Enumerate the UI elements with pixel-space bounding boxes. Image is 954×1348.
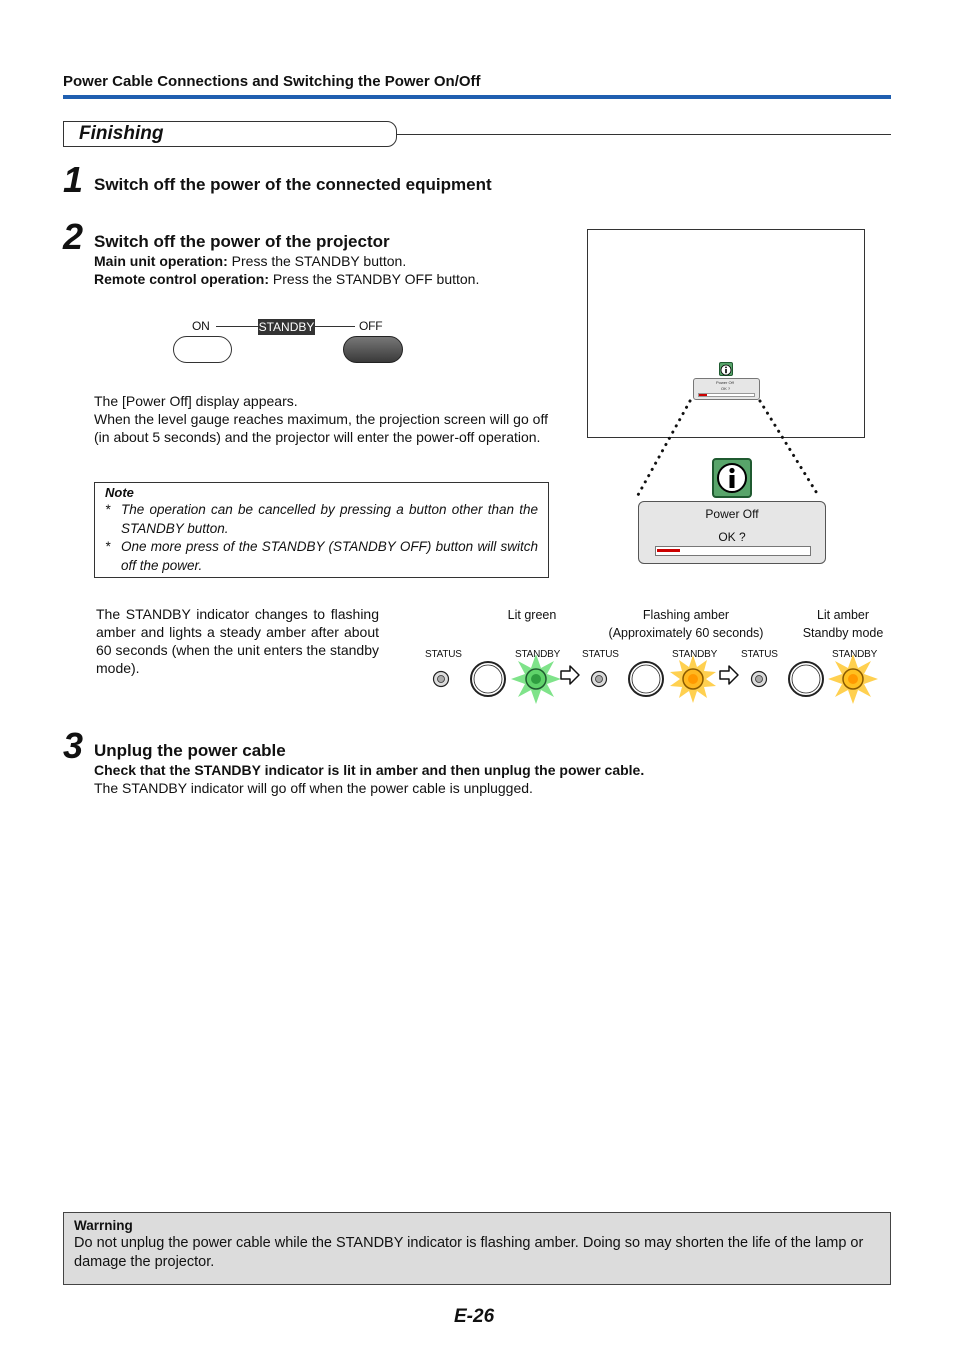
step-3-title: Unplug the power cable: [94, 741, 286, 760]
step-2-title: Switch off the power of the projector: [94, 232, 390, 251]
power-off-description: When the level gauge reaches maximum, the projection screen will go off (in about 5 seconds) and the projector will enter the power-off operation.: [94, 411, 548, 445]
remote-control-text: Press the STANDBY OFF button.: [269, 271, 480, 287]
note-item: [105, 538, 538, 575]
standby-indicator-lit-green: [511, 655, 561, 704]
step-1-number: 1: [63, 159, 84, 200]
status-label: STATUS: [582, 649, 619, 660]
standby-indicator-lit-amber: [828, 655, 878, 704]
mini-dialog-prompt: OK ?: [721, 386, 731, 391]
indicator-description: The STANDBY indicator changes to flashing amber and lights a steady amber after about 60 seconds (when the unit enters the standby mode).: [96, 606, 379, 676]
remote-line-right: [315, 326, 355, 327]
page-number: E-26: [454, 1306, 495, 1327]
note-text: One more press of the STANDBY (STANDBY OFF) button will switch off the power.: [121, 539, 538, 573]
arrow-right-icon: [720, 666, 738, 684]
status-indicator: [752, 672, 767, 687]
indicator-sequence: [420, 655, 890, 707]
remote-on-button[interactable]: [173, 336, 232, 363]
warning-text: Do not unplug the power cable while the STANDBY indicator is flashing amber. Doing so may shorten the life of the lamp or damage the projector.: [74, 1235, 864, 1270]
status-indicator: [434, 672, 449, 687]
note-text: The operation can be cancelled by pressing a button other than the STANDBY button.: [121, 502, 538, 536]
step-1-title: Switch off the power of the connected equipment: [94, 175, 492, 194]
standby-label: STANDBY: [672, 649, 718, 660]
mini-level-gauge-fill: [699, 394, 707, 396]
remote-control-operation: [94, 270, 479, 288]
standby-indicator-flashing-amber: [670, 655, 716, 703]
display-appears-text: The [Power Off] display appears.: [94, 393, 298, 409]
state-3-caption: Lit amber: [816, 608, 870, 622]
remote-standby-label: STANDBY: [258, 320, 315, 334]
dialog-prompt: OK ?: [718, 530, 746, 544]
step-3-text: The STANDBY indicator will go off when the power cable is unplugged.: [94, 780, 533, 796]
state-2-caption: Flashing amber: [642, 608, 730, 622]
standby-button: [789, 662, 823, 696]
warning-box: [63, 1212, 891, 1285]
info-icon-small: [719, 362, 733, 376]
main-unit-label: Main unit operation:: [94, 253, 228, 269]
note-bullet: *: [105, 539, 111, 554]
mini-dialog-title: Power Off: [716, 380, 734, 385]
remote-standby-off-button[interactable]: [343, 336, 403, 363]
note-box: [94, 482, 549, 578]
state-1-caption: Lit green: [507, 608, 557, 622]
section-title: Finishing: [79, 123, 164, 144]
note-title: Note: [105, 485, 134, 500]
level-gauge-fill: [657, 549, 680, 552]
warning-title: Warrning: [74, 1218, 133, 1233]
arrow-right-icon: [561, 666, 579, 684]
standby-button: [629, 662, 663, 696]
state-2-subcaption: (Approximately 60 seconds): [608, 626, 764, 640]
state-3-subcaption: Standby mode: [802, 626, 884, 640]
info-icon: [712, 458, 752, 498]
remote-control-label: Remote control operation:: [94, 271, 270, 287]
standby-button: [471, 662, 505, 696]
note-item: [105, 501, 538, 538]
header-rule: [63, 95, 891, 99]
main-unit-operation: [94, 252, 406, 270]
dialog-title: Power Off: [705, 507, 759, 521]
step-2-number: 2: [63, 216, 84, 257]
standby-label: STANDBY: [832, 649, 878, 660]
remote-off-label: OFF: [359, 319, 383, 333]
step-3-number: 3: [63, 725, 84, 766]
status-label: STATUS: [425, 649, 462, 660]
remote-line-left: [216, 326, 258, 327]
standby-label: STANDBY: [515, 649, 561, 660]
section-rule: [397, 134, 891, 135]
status-indicator: [592, 672, 607, 687]
running-title: Power Cable Connections and Switching the Power On/Off: [63, 73, 481, 90]
step-3-instruction: Check that the STANDBY indicator is lit in amber and then unplug the power cable.: [94, 762, 645, 778]
main-unit-text: Press the STANDBY button.: [227, 253, 407, 269]
status-label: STATUS: [741, 649, 778, 660]
note-bullet: *: [105, 502, 111, 517]
remote-on-label: ON: [192, 319, 210, 333]
